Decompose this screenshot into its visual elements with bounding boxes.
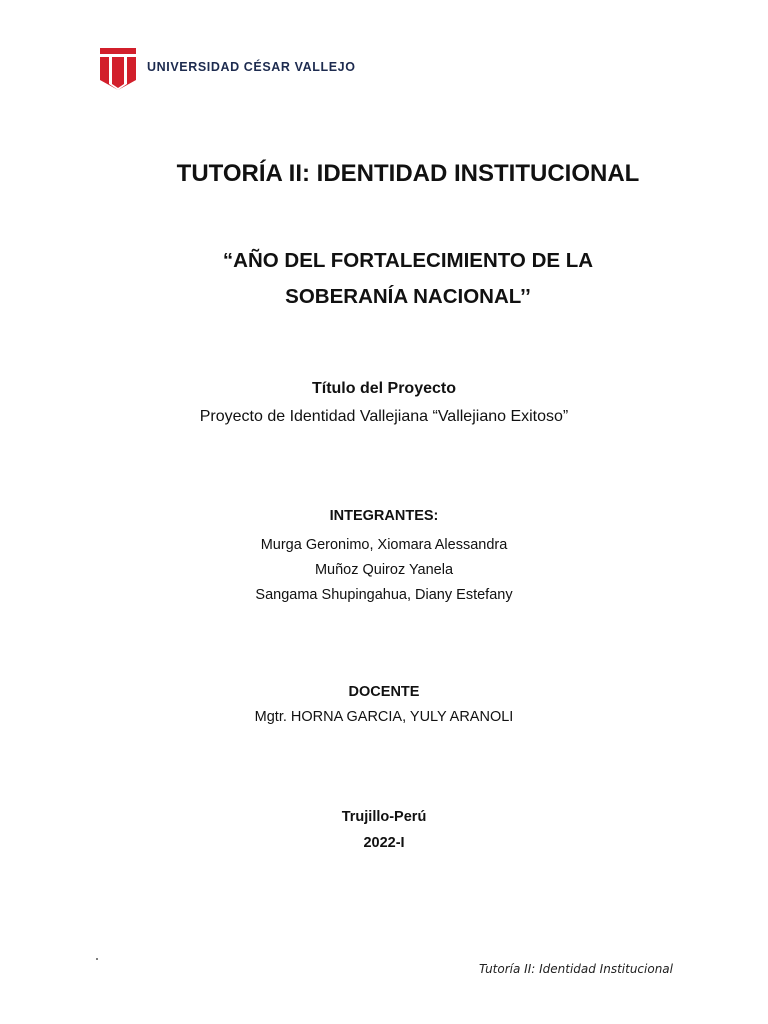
university-name: UNIVERSIDAD CÉSAR VALLEJO — [147, 60, 356, 74]
member-name: Muñoz Quiroz Yanela — [314, 562, 454, 578]
document-title: TUTORÍA II: IDENTIDAD INSTITUCIONAL — [176, 160, 640, 187]
member-name: Sangama Shupingahua, Diany Estefany — [255, 587, 513, 603]
page-footer: Tutoría II: Identidad Institucional — [478, 962, 673, 976]
ucv-emblem-icon — [97, 44, 139, 90]
stray-dot — [96, 958, 98, 960]
place: Trujillo-Perú — [341, 809, 427, 825]
year-motto — [0, 243, 768, 315]
members-list — [0, 533, 768, 608]
teacher-label: DOCENTE — [348, 684, 420, 700]
member-name: Murga Geronimo, Xiomara Alessandra — [260, 537, 508, 553]
project-title-label: Título del Proyecto — [311, 380, 456, 397]
academic-term: 2022-I — [363, 835, 405, 851]
university-logo — [97, 44, 356, 90]
members-label: INTEGRANTES: — [329, 508, 439, 524]
teacher-name: Mgtr. HORNA GARCIA, YULY ARANOLI — [254, 709, 514, 725]
motto-line-1: “AÑO DEL FORTALECIMIENTO DE LA — [222, 249, 594, 272]
project-name: Proyecto de Identidad Vallejiana “Vallejiano Exitoso” — [199, 408, 569, 425]
motto-line-2: SOBERANÍA NACIONAL’’ — [285, 285, 531, 308]
